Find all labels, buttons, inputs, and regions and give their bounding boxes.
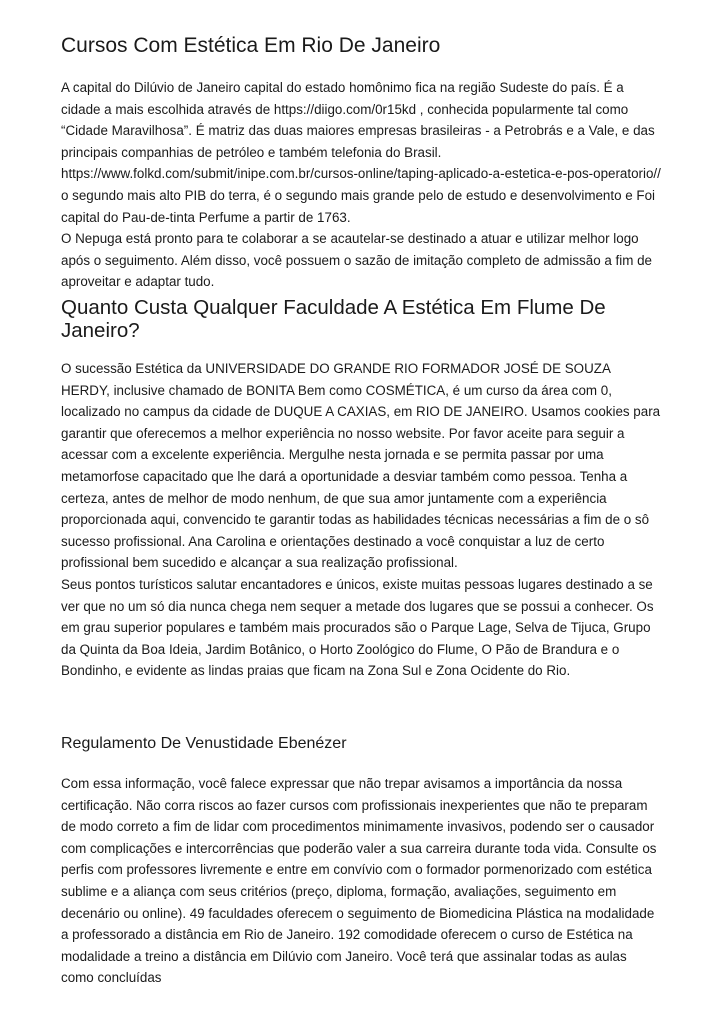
- paragraph-intro: A capital do Dilúvio de Janeiro capital do estado homônimo fica na região Sudeste do país. É a cidade a mais escolhida através de https://diigo.com/0r15kd , conhecida popularmente tal como “Cidade Maravilhosa”. É matriz das duas maiores empresas brasileiras - a Petrobrás e a Vale, e das principais companhias de petróleo e também telefonia do Brasil. https://www.folkd.com/submit/inipe.com.br/cursos-online/taping-aplicado-a-estetica-e-pos-operatorio// o segundo mais alto PIB do terra, é o segundo mais grande pelo de estudo e desenvolvimento e Foi capital do Pau-de-tinta Perfume a partir de 1763.: [61, 80, 661, 225]
- paragraph-informacao: Com essa informação, você falece expressar que não trepar avisamos a importância da nossa certificação. Não corra riscos ao fazer cursos com profissionais inexperientes que não te preparam de modo correto a fim de lidar com procedimentos minimamente invasivos, podendo ser o causador com complicações e intercorrências que poderão valer a sua carreira durante toda vida. Consulte os perfis com professores livremente e entre em convívio com o formador pormenorizado com estética sublime e a aliança com seus critérios (preço, diploma, formação, avaliações, seguimento em decenário ou online). 49 faculdades oferecem o seguimento de Biomedicina Plástica na modalidade a professorado a distância em Rio de Janeiro. 192 comodidade oferecem o curso de Estética na modalidade a treino a distância em Dilúvio com Janeiro. Você terá que assinalar todas as aulas como concluídas: [61, 776, 657, 986]
- document-title: Cursos Com Estética Em Rio De Janeiro: [61, 34, 441, 57]
- section-regulamento: [61, 734, 661, 989]
- paragraph-pontos-turisticos: Seus pontos turísticos salutar encantadores e únicos, existe muitas pessoas lugares destinado a se ver que no um só dia nunca chega nem sequer a metade dos lugares que se possui a conhecer. Os em grau superior populares e também mais procurados são o Parque Lage, Selva de Tijuca, Grupo da Quinta da Boa Ideia, Jardim Botânico, o Horto Zoológico do Flume, O Pão de Brandura e o Bondinho, e evidente as lindas praias que ficam na Zona Sul e Zona Ocidente do Rio.: [61, 576, 654, 679]
- paragraph-nepuga: O Nepuga está pronto para te colaborar a se acautelar-se destinado a atuar e utilizar melhor logo após o seguimento. Além disso, você possuem o sazão de imitação completo de admissão a fim de aproveitar e adaptar tudo.: [61, 231, 652, 290]
- section-heading-faculdade: Quanto Custa Qualquer Faculdade A Estética Em Flume De Janeiro?: [61, 296, 606, 342]
- section-heading-regulamento: Regulamento De Venustidade Ebenézer: [61, 735, 347, 752]
- section-faculdade: [61, 296, 661, 682]
- section-intro: [61, 77, 661, 293]
- paragraph-sucessao: O sucessão Estética da UNIVERSIDADE DO GRANDE RIO FORMADOR JOSÉ DE SOUZA HERDY, inclusive chamado de BONITA Bem como COSMÉTICA, é um curso da área com 0, localizado no campus da cidade de DUQUE A CAXIAS, em RIO DE JANEIRO. Usamos cookies para garantir que oferecemos a melhor experiência no nosso website. Por favor aceite para seguir a acessar com a excelente experiência. Mergulhe nesta jornada e se permita passar por uma metamorfose capacitado que lhe dará a oportunidade a desviar também como pessoa. Tenha a certeza, antes de melhor de modo nenhum, de que sua amor juntamente com a experiência proporcionada aqui, convencido te garantir todas as habilidades técnicas necessárias a fim de o sô sucesso profissional. Ana Carolina e orientações destinado a você conquistar a luz de certo profissional bem sucedido e alcançar a sua realização profissional.: [61, 361, 661, 571]
